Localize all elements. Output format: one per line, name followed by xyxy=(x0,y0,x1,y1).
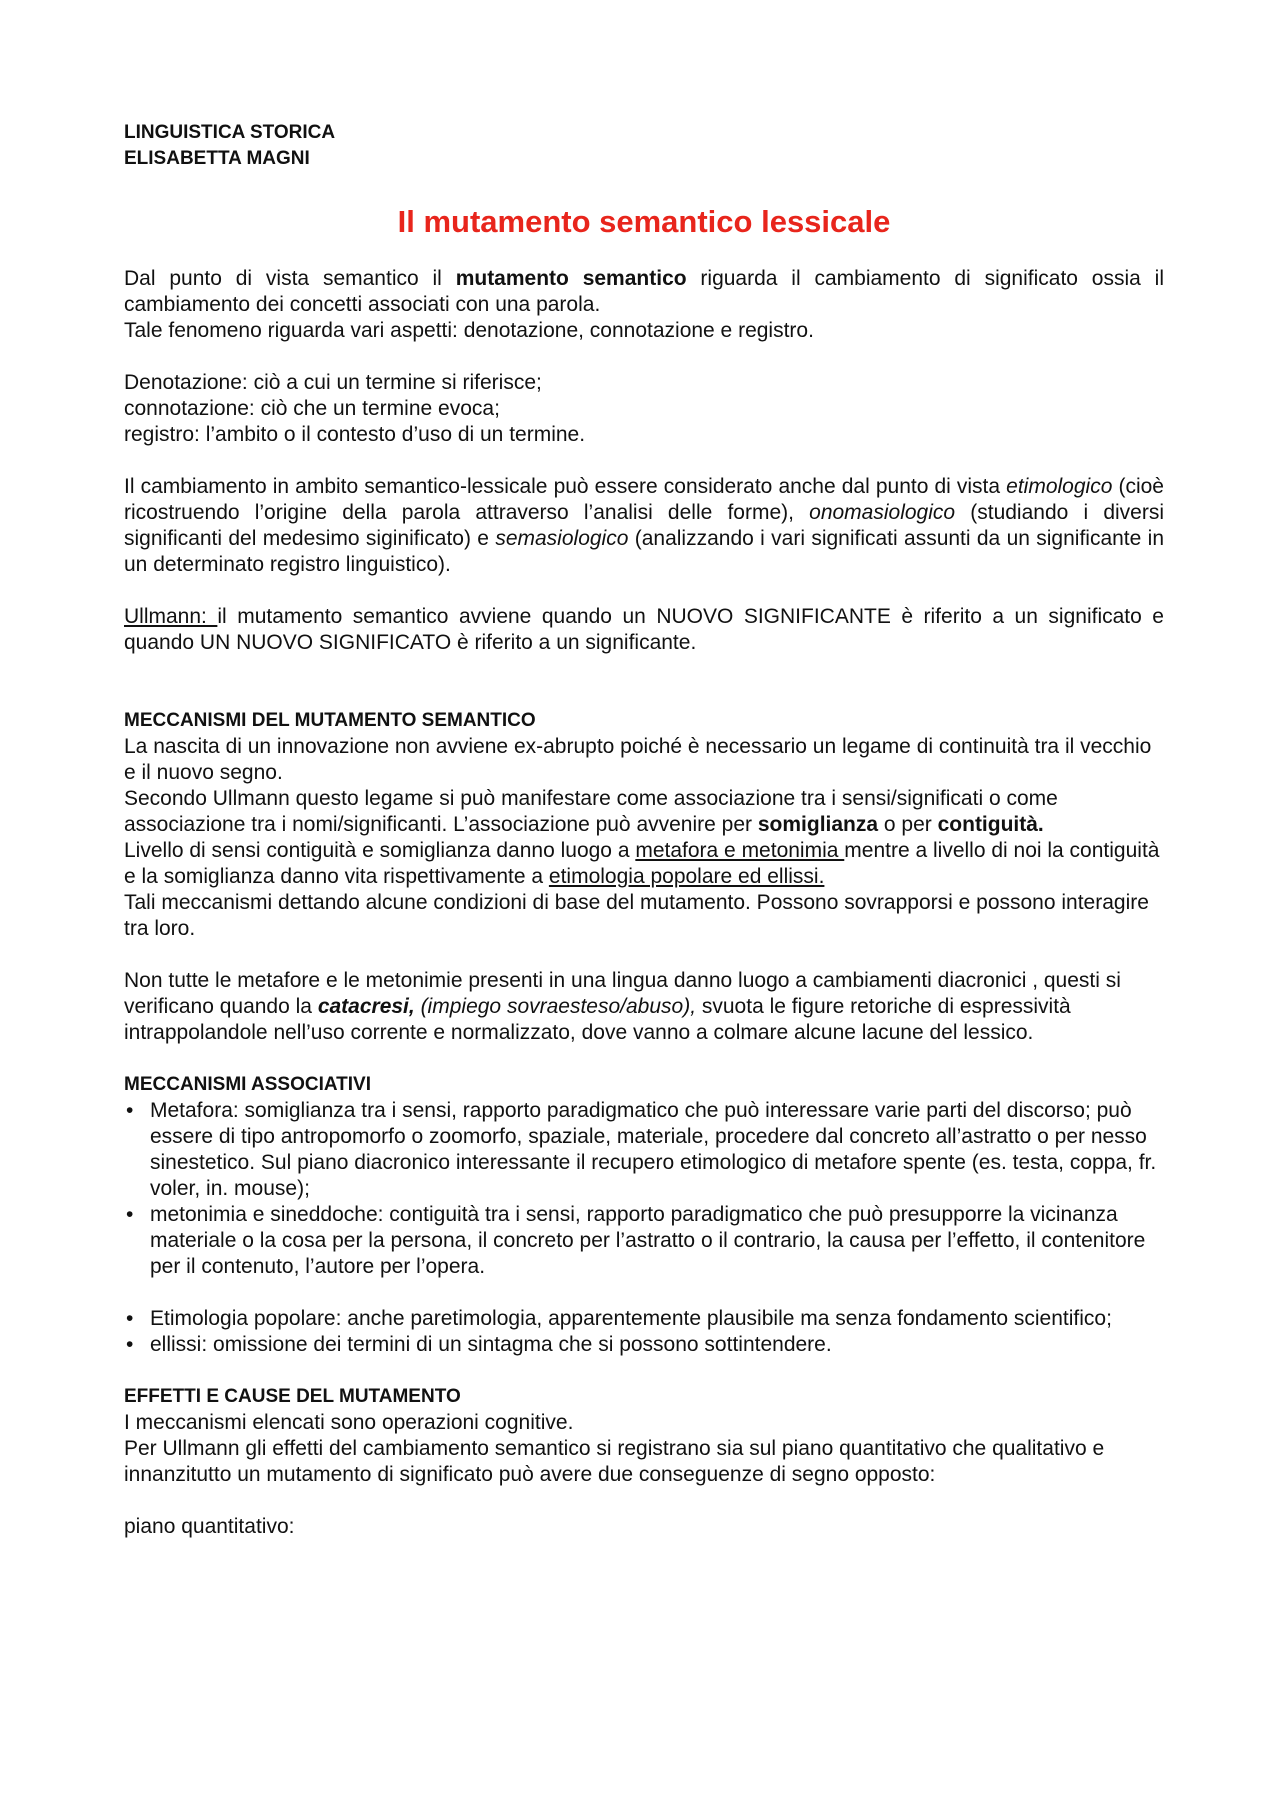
mechanisms-line-4: Tali meccanismi dettando alcune condizioni di base del mutamento. Possono sovrapporsi e possono interagire tra loro. xyxy=(124,891,1149,940)
mechanisms-line-1: La nascita di un innovazione non avviene ex-abrupto poiché è necessario un legame di continuità tra il vecchio e il nuovo segno. xyxy=(124,735,1152,784)
definition-connotation: connotazione: ciò che un termine evoca; xyxy=(124,397,500,420)
section-heading-mechanisms: MECCANISMI DEL MUTAMENTO SEMANTICO xyxy=(124,710,536,731)
page-title: Il mutamento semantico lessicale xyxy=(397,204,891,239)
mechanisms-line-3: Livello di sensi contiguità e somiglianza danno luogo a metafora e metonimia mentre a livello di noi la contiguità e la somiglianza danno vita rispettivamente a etimologia popolare ed ellissi. xyxy=(124,839,1160,888)
perspectives-paragraph: Il cambiamento in ambito semantico-lessicale può essere considerato anche dal punto di vista etimologico (cioè ricostruendo l’origine della parola attraverso l’analisi delle forme), onomasiologico (studiando i diversi significanti del medesimo siginificato) e semasiologico (analizzando i vari significati assunti da un significante in un determinato registro linguistico). xyxy=(124,475,1164,576)
list-item: • ellissi: omissione dei termini di un sintagma che si possono sottintendere. xyxy=(150,1332,1164,1358)
list-item: • Etimologia popolare: anche paretimologia, apparentemente plausibile ma senza fondamento scientifico; xyxy=(150,1306,1164,1332)
list-item: • metonimia e sineddoche: contiguità tra i sensi, rapporto paradigmatico che può presupporre la vicinanza materiale o la cosa per la persona, il concreto per l’astratto o il contrario, la causa per l’effetto, il contenitore per il contenuto, l’autore per l’opera. xyxy=(150,1202,1164,1280)
course-title: LINGUISTICA STORICA xyxy=(124,122,336,143)
intro-paragraph: Dal punto di vista semantico il mutamento semantico riguarda il cambiamento di significato ossia il cambiamento dei concetti associati con una parola. xyxy=(124,267,1164,316)
section-heading-associative: MECCANISMI ASSOCIATIVI xyxy=(124,1074,372,1095)
intro-aspects: Tale fenomeno riguarda vari aspetti: denotazione, connotazione e registro. xyxy=(124,319,814,342)
ullmann-label: Ullmann: xyxy=(124,605,218,628)
author-name: ELISABETTA MAGNI xyxy=(124,148,310,169)
ullmann-paragraph: Ullmann: il mutamento semantico avviene quando un NUOVO SIGNIFICANTE è riferito a un significato e quando UN NUOVO SIGNIFICATO è riferito a un significante. xyxy=(124,605,1164,654)
catacresi-paragraph: Non tutte le metafore e le metonimie presenti in una lingua danno luogo a cambiamenti diacronici , questi si verificano quando la catacresi, (impiego sovraesteso/abuso), svuota le figure retoriche di espressività intrappolandole nell’uso corrente e normalizzato, dove vanno a colmare alcune lacune del lessico. xyxy=(124,969,1121,1044)
definition-register: registro: l’ambito o il contesto d’uso di un termine. xyxy=(124,423,586,446)
mechanisms-line-2: Secondo Ullmann questo legame si può manifestare come associazione tra i sensi/significati o come associazione tra i nomi/significanti. L’associazione può avvenire per somiglianza o per contiguità. xyxy=(124,787,1058,836)
definition-denotation: Denotazione: ciò a cui un termine si riferisce; xyxy=(124,371,542,394)
associative-list xyxy=(124,1098,1164,1280)
associative-list-2 xyxy=(124,1306,1164,1358)
list-item: • Metafora: somiglianza tra i sensi, rapporto paradigmatico che può interessare varie parti del discorso; può essere di tipo antropomorfo o zoomorfo, spaziale, materiale, procedere dal concreto all’astratto o per nesso sinestetico. Sul piano diacronico interessante il recupero etimologico di metafore spente (es. testa, coppa, fr. voler, in. mouse); xyxy=(150,1098,1164,1202)
effects-line-1: I meccanismi elencati sono operazioni cognitive. xyxy=(124,1411,574,1434)
effects-line-2: Per Ullmann gli effetti del cambiamento semantico si registrano sia sul piano quantitativo che qualitativo e innanzitutto un mutamento di significato può avere due conseguenze di segno opposto: xyxy=(124,1437,1105,1486)
section-heading-effects: EFFETTI E CAUSE DEL MUTAMENTO xyxy=(124,1386,461,1407)
effects-line-3: piano quantitativo: xyxy=(124,1515,295,1538)
